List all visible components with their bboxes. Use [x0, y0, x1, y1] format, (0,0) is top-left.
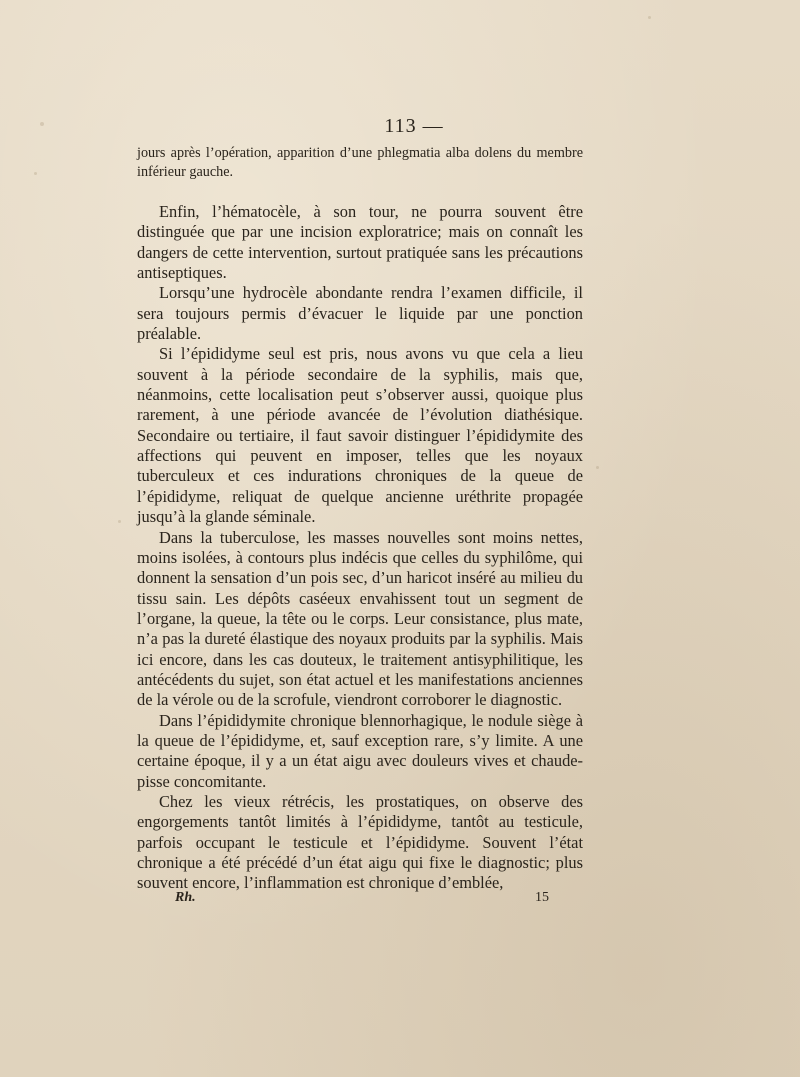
page-footer — [137, 890, 583, 910]
paragraph: Chez les vieux rétrécis, les prostatiques, on observe des engorgements tantôt limités à l’épididyme, tantôt au testicule, parfois occupant le testicule et l’épididyme. Souvent l’état chronique a été précédé d’un état aigu qui fixe le diagnostic; plus souvent encore, l’inflammation est chronique d’emblée, — [137, 791, 583, 893]
paragraph: Si l’épididyme seul est pris, nous avons vu que cela a lieu souvent à la période secondaire de la syphilis, mais que, néanmoins, cette localisation peut s’observer aussi, quoique plus rarement, à une période avancée de l’évolution diathésique. Secondaire ou tertiaire, il faut savoir distinguer l’épididymite des affections qui peuvent en imposer, telles que les noyaux tuberculeux et ces indurations chroniques de la queue de l’épididyme, reliquat de quelque ancienne uréthrite propagée jusqu’à la glande séminale. — [137, 344, 583, 527]
paragraph: Lorsqu’une hydrocèle abondante rendra l’examen difficile, il sera toujours permis d’évacuer le liquide par une ponction préalable. — [137, 283, 583, 344]
carryover-text: jours après l’opération, apparition d’une phlegmatia alba dolens du membre inférieur gauche. — [137, 145, 583, 180]
paper-stain — [648, 16, 651, 19]
paragraph: Dans l’épididymite chronique blennorhagique, le nodule siège à la queue de l’épididyme, et, sauf exception rare, s’y limite. A une certaine époque, il y a un état aigu avec douleurs vives et chaude-pisse concomitante. — [137, 710, 583, 791]
page-number: 113 — — [384, 115, 444, 137]
sheet-number: 15 — [535, 890, 549, 905]
paper-stain — [34, 172, 37, 175]
paper-stain — [596, 466, 599, 469]
paragraph: Enfin, l’hématocèle, à son tour, ne pourra souvent être distinguée que par une incision exploratrice; mais on connaît les dangers de cette intervention, surtout pratiquée sans les précautions antiseptiques. — [137, 202, 583, 283]
paper-stain — [118, 520, 121, 523]
paragraph: Dans la tuberculose, les masses nouvelles sont moins nettes, moins isolées, à contours plus indécis que celles du syphilôme, qui donnent la sensation d’un pois sec, d’un haricot inséré au milieu du tissu sain. Les dépôts caséeux envahissent tout un segment de l’organe, la queue, la tête ou le corps. Leur consistance, plus mate, n’a pas la dureté élastique des noyaux produits par la syphilis. Mais ici encore, dans les cas douteux, le traitement antisyphilitique, les antécédents du sujet, son état actuel et les manifestations anciennes de la vérole ou de la scrofule, viendront corroborer le diagnostic. — [137, 527, 583, 710]
body-text — [137, 202, 583, 894]
signature-mark: Rh. — [175, 890, 196, 905]
